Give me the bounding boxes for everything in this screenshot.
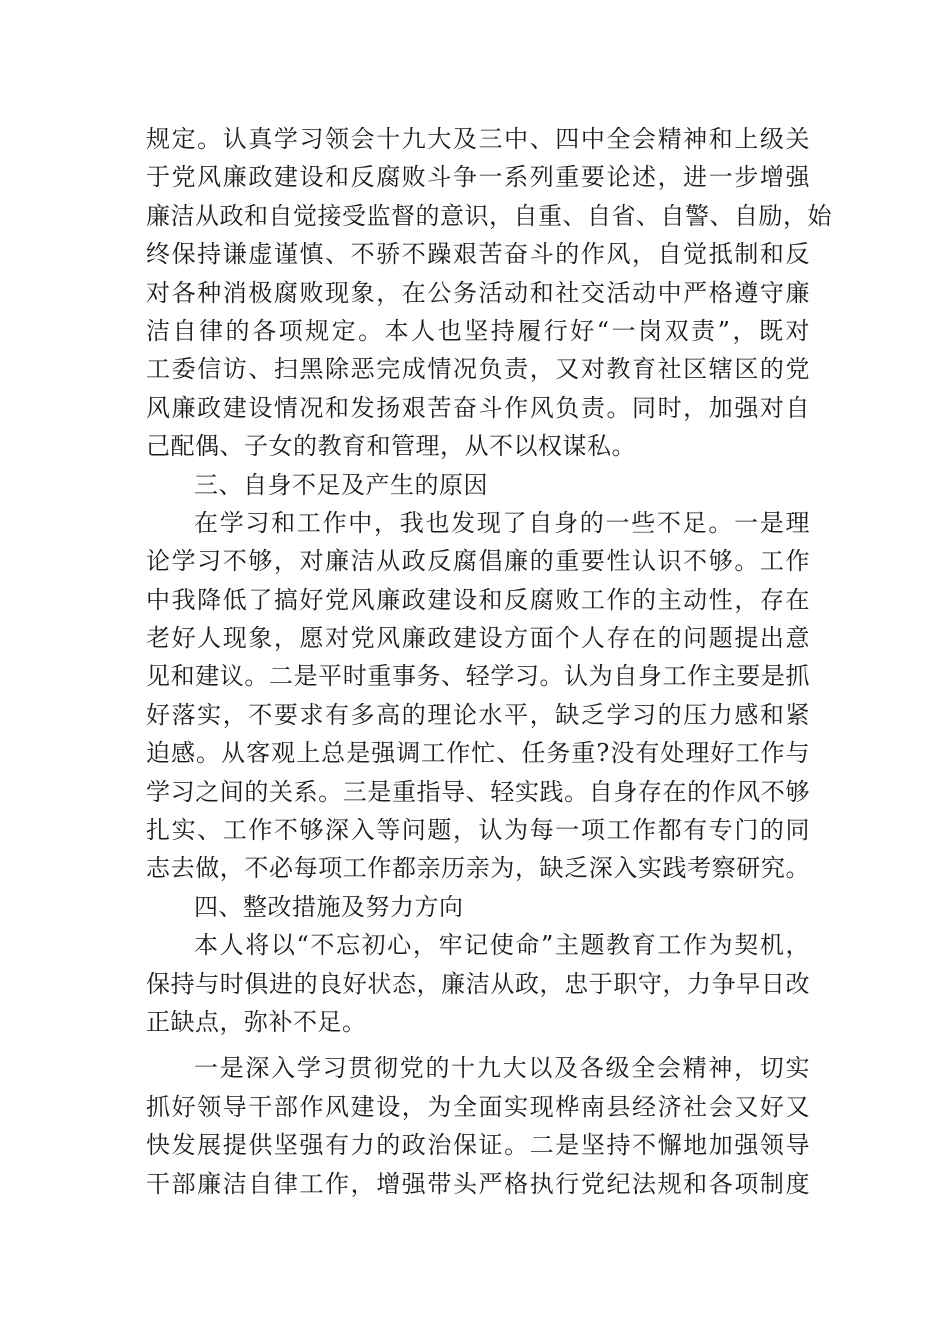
text-line: 好落实，不要求有多高的理论水平，缺乏学习的压力感和紧 [146, 700, 810, 729]
text-line: 快发展提供坚强有力的政治保证。二是坚持不懈地加强领导 [146, 1131, 810, 1160]
text-line: 见和建议。二是平时重事务、轻学习。认为自身工作主要是抓 [146, 662, 810, 691]
text-line: 干部廉洁自律工作，增强带头严格执行党纪法规和各项制度 [146, 1169, 810, 1198]
text-line: 正缺点，弥补不足。 [146, 1007, 367, 1036]
text-line: 本人将以“不忘初心，牢记使命”主题教育工作为契机， [194, 931, 810, 960]
text-line: 己配偶、子女的教育和管理，从不以权谋私。 [146, 432, 636, 461]
text-line: 洁自律的各项规定。本人也坚持履行好“一岗双责”，既对 [146, 316, 810, 345]
text-line: 工委信访、扫黑除恶完成情况负责，又对教育社区辖区的党 [146, 355, 810, 384]
paragraph-integrity [146, 120, 832, 466]
text-line: 规定。认真学习领会十九大及三中、四中全会精神和上级关 [146, 125, 810, 153]
paragraph-gap [146, 1041, 810, 1049]
paragraph-rectification-measures [146, 1049, 810, 1203]
text-line: 于党风廉政建设和反腐败斗争一系列重要论述，进一步增强 [146, 163, 810, 192]
section-heading-3: 三、自身不足及产生的原因 [194, 470, 488, 499]
text-line: 学习之间的关系。三是重指导、轻实践。自身存在的作风不够 [146, 777, 810, 806]
text-line: 风廉政建设情况和发扬艰苦奋斗作风负责。同时，加强对自 [146, 393, 810, 422]
text-line: 论学习不够，对廉洁从政反腐倡廉的重要性认识不够。工作 [146, 547, 810, 576]
text-line: 老好人现象，愿对党风廉政建设方面个人存在的问题提出意 [146, 624, 810, 653]
text-line: 一是深入学习贯彻党的十九大以及各级全会精神，切实 [194, 1054, 810, 1083]
paragraph-rectification-intro [146, 926, 810, 1041]
text-line: 迫感。从客观上总是强调工作忙、任务重?没有处理好工作与 [146, 739, 810, 768]
document-body [146, 120, 832, 1203]
text-line: 抓好领导干部作风建设，为全面实现桦南县经济社会又好又 [146, 1092, 810, 1121]
text-line: 保持与时俱进的良好状态，廉洁从政，忠于职守，力争早日改 [146, 969, 810, 998]
text-line: 在学习和工作中，我也发现了自身的一些不足。一是理 [194, 508, 810, 537]
text-line: 对各种消极腐败现象，在公务活动和社交活动中严格遵守廉 [146, 278, 810, 307]
text-line: 廉洁从政和自觉接受监督的意识，自重、自省、自警、自励，始 [146, 201, 832, 230]
text-line: 中我降低了搞好党风廉政建设和反腐败工作的主动性，存在 [146, 585, 810, 614]
section-heading-4: 四、整改措施及努力方向 [194, 892, 464, 921]
text-line: 志去做，不必每项工作都亲历亲为，缺乏深入实践考察研究。 [146, 854, 810, 883]
paragraph-shortcomings [146, 504, 810, 888]
text-line: 终保持谦虚谨慎、不骄不躁艰苦奋斗的作风，自觉抵制和反 [146, 240, 810, 269]
text-line: 扎实、工作不够深入等问题，认为每一项工作都有专门的同 [146, 816, 810, 845]
